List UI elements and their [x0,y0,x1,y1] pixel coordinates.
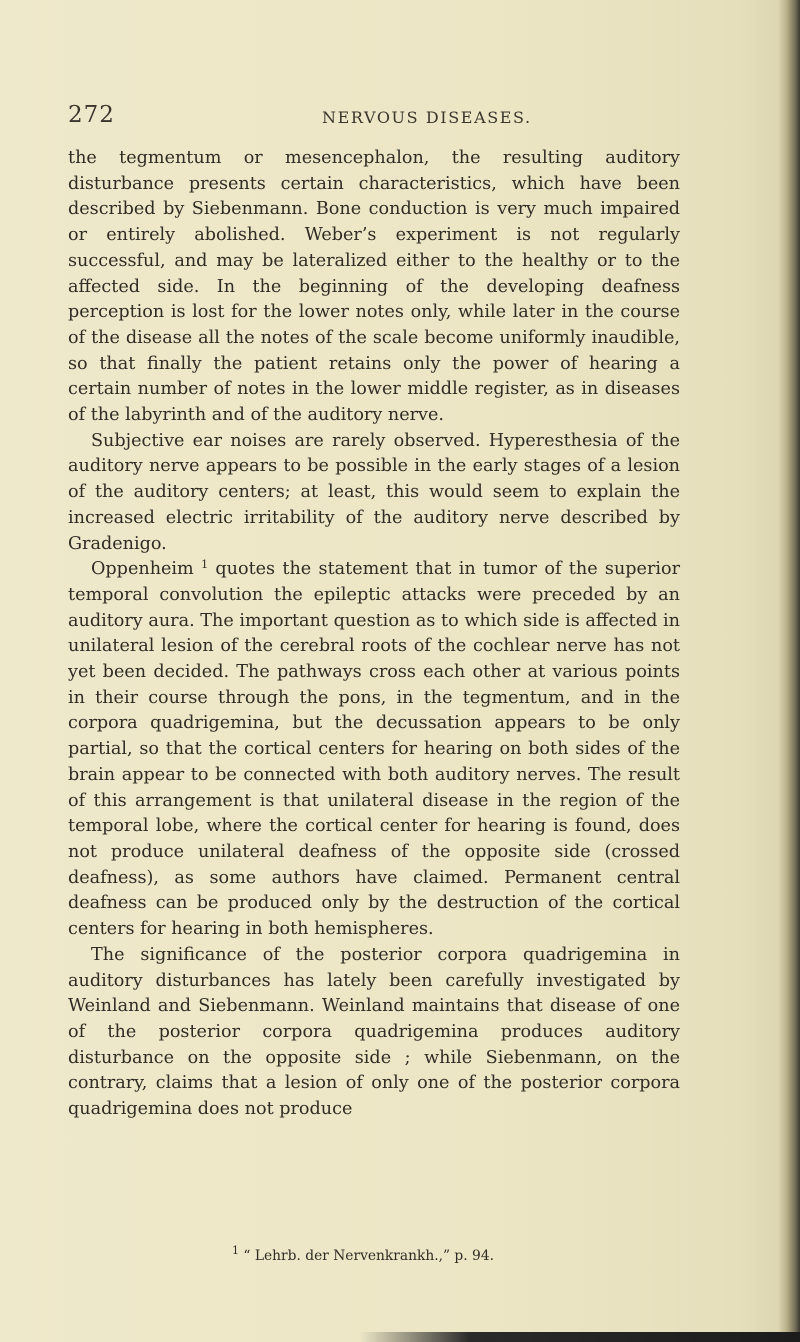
footnote [0,1244,800,1264]
page-number: 272 [68,102,115,128]
footnote-marker: 1 [232,1244,240,1257]
running-title: NERVOUS DISEASES. [322,108,532,127]
paragraph-1: the tegmentum or mesencephalon, the resulting auditory disturbance presents certain characteristics, which have been described by Siebenmann. Bone conduction is very much impaired or entirely abolished. Weber’s experiment is not regularly successful, and may be lateralized either to the healthy or to the affected side. In the beginning of the developing deafness perception is lost for the lower notes only, while later in the course of the disease all the notes of the scale become uniformly inaudible, so that finally the patient retains only the power of hearing a certain number of notes in the lower middle register, as in diseases of the labyrinth and of the auditory nerve. [68,148,680,426]
page-header [68,102,688,136]
page-edge-shadow [778,0,800,1342]
page-bottom-shadow [360,1332,800,1342]
body-text [68,146,680,1123]
paragraph-3-text: quotes the statement that in tumor of the superior temporal convolution the epileptic attacks were preceded by an auditory aura. The important question as to which side is affected in unilateral lesion of the cerebral roots of the cochlear nerve has not yet been decided. The pathways cross each other at various points in their course through the pons, in the tegmentum, and in the corpora quadrigemina, but the decussation appears to be only partial, so that the cortical centers for hearing on both sides of the brain appear to be connected with both auditory nerves. The result of this arrangement is that unilateral disease in the region of the temporal lobe, where the cortical center for hearing is found, does not produce unilateral deafness of the opposite side (crossed deafness), as some authors have claimed. Permanent central deafness can be produced only by the destruction of the cortical centers for hearing in both hemispheres. [68,559,680,940]
paragraph-2: Subjective ear noises are rarely observed. Hyperesthesia of the auditory nerve appears to be possible in the early stages of a lesion of the auditory centers; at least, this would seem to explain the increased electric irritability of the auditory nerve described by Gradenigo. [68,430,680,554]
footnote-reference: 1 [201,558,209,572]
paragraph-3-lead: Oppenheim [91,559,194,580]
footnote-text: “ Lehrb. der Nervenkrankh.,” p. 94. [243,1248,494,1264]
paragraph-4: The significance of the posterior corpora quadrigemina in auditory disturbances has lately been carefully investigated by Weinland and Siebenmann. Weinland maintains that disease of one of the posterior corpora quadrigemina produces auditory disturbance on the opposite side ; while Siebenmann, on the contrary, claims that a lesion of only one of the posterior corpora quadrigemina does not produce [68,944,680,1120]
paragraph-3 [68,557,680,943]
